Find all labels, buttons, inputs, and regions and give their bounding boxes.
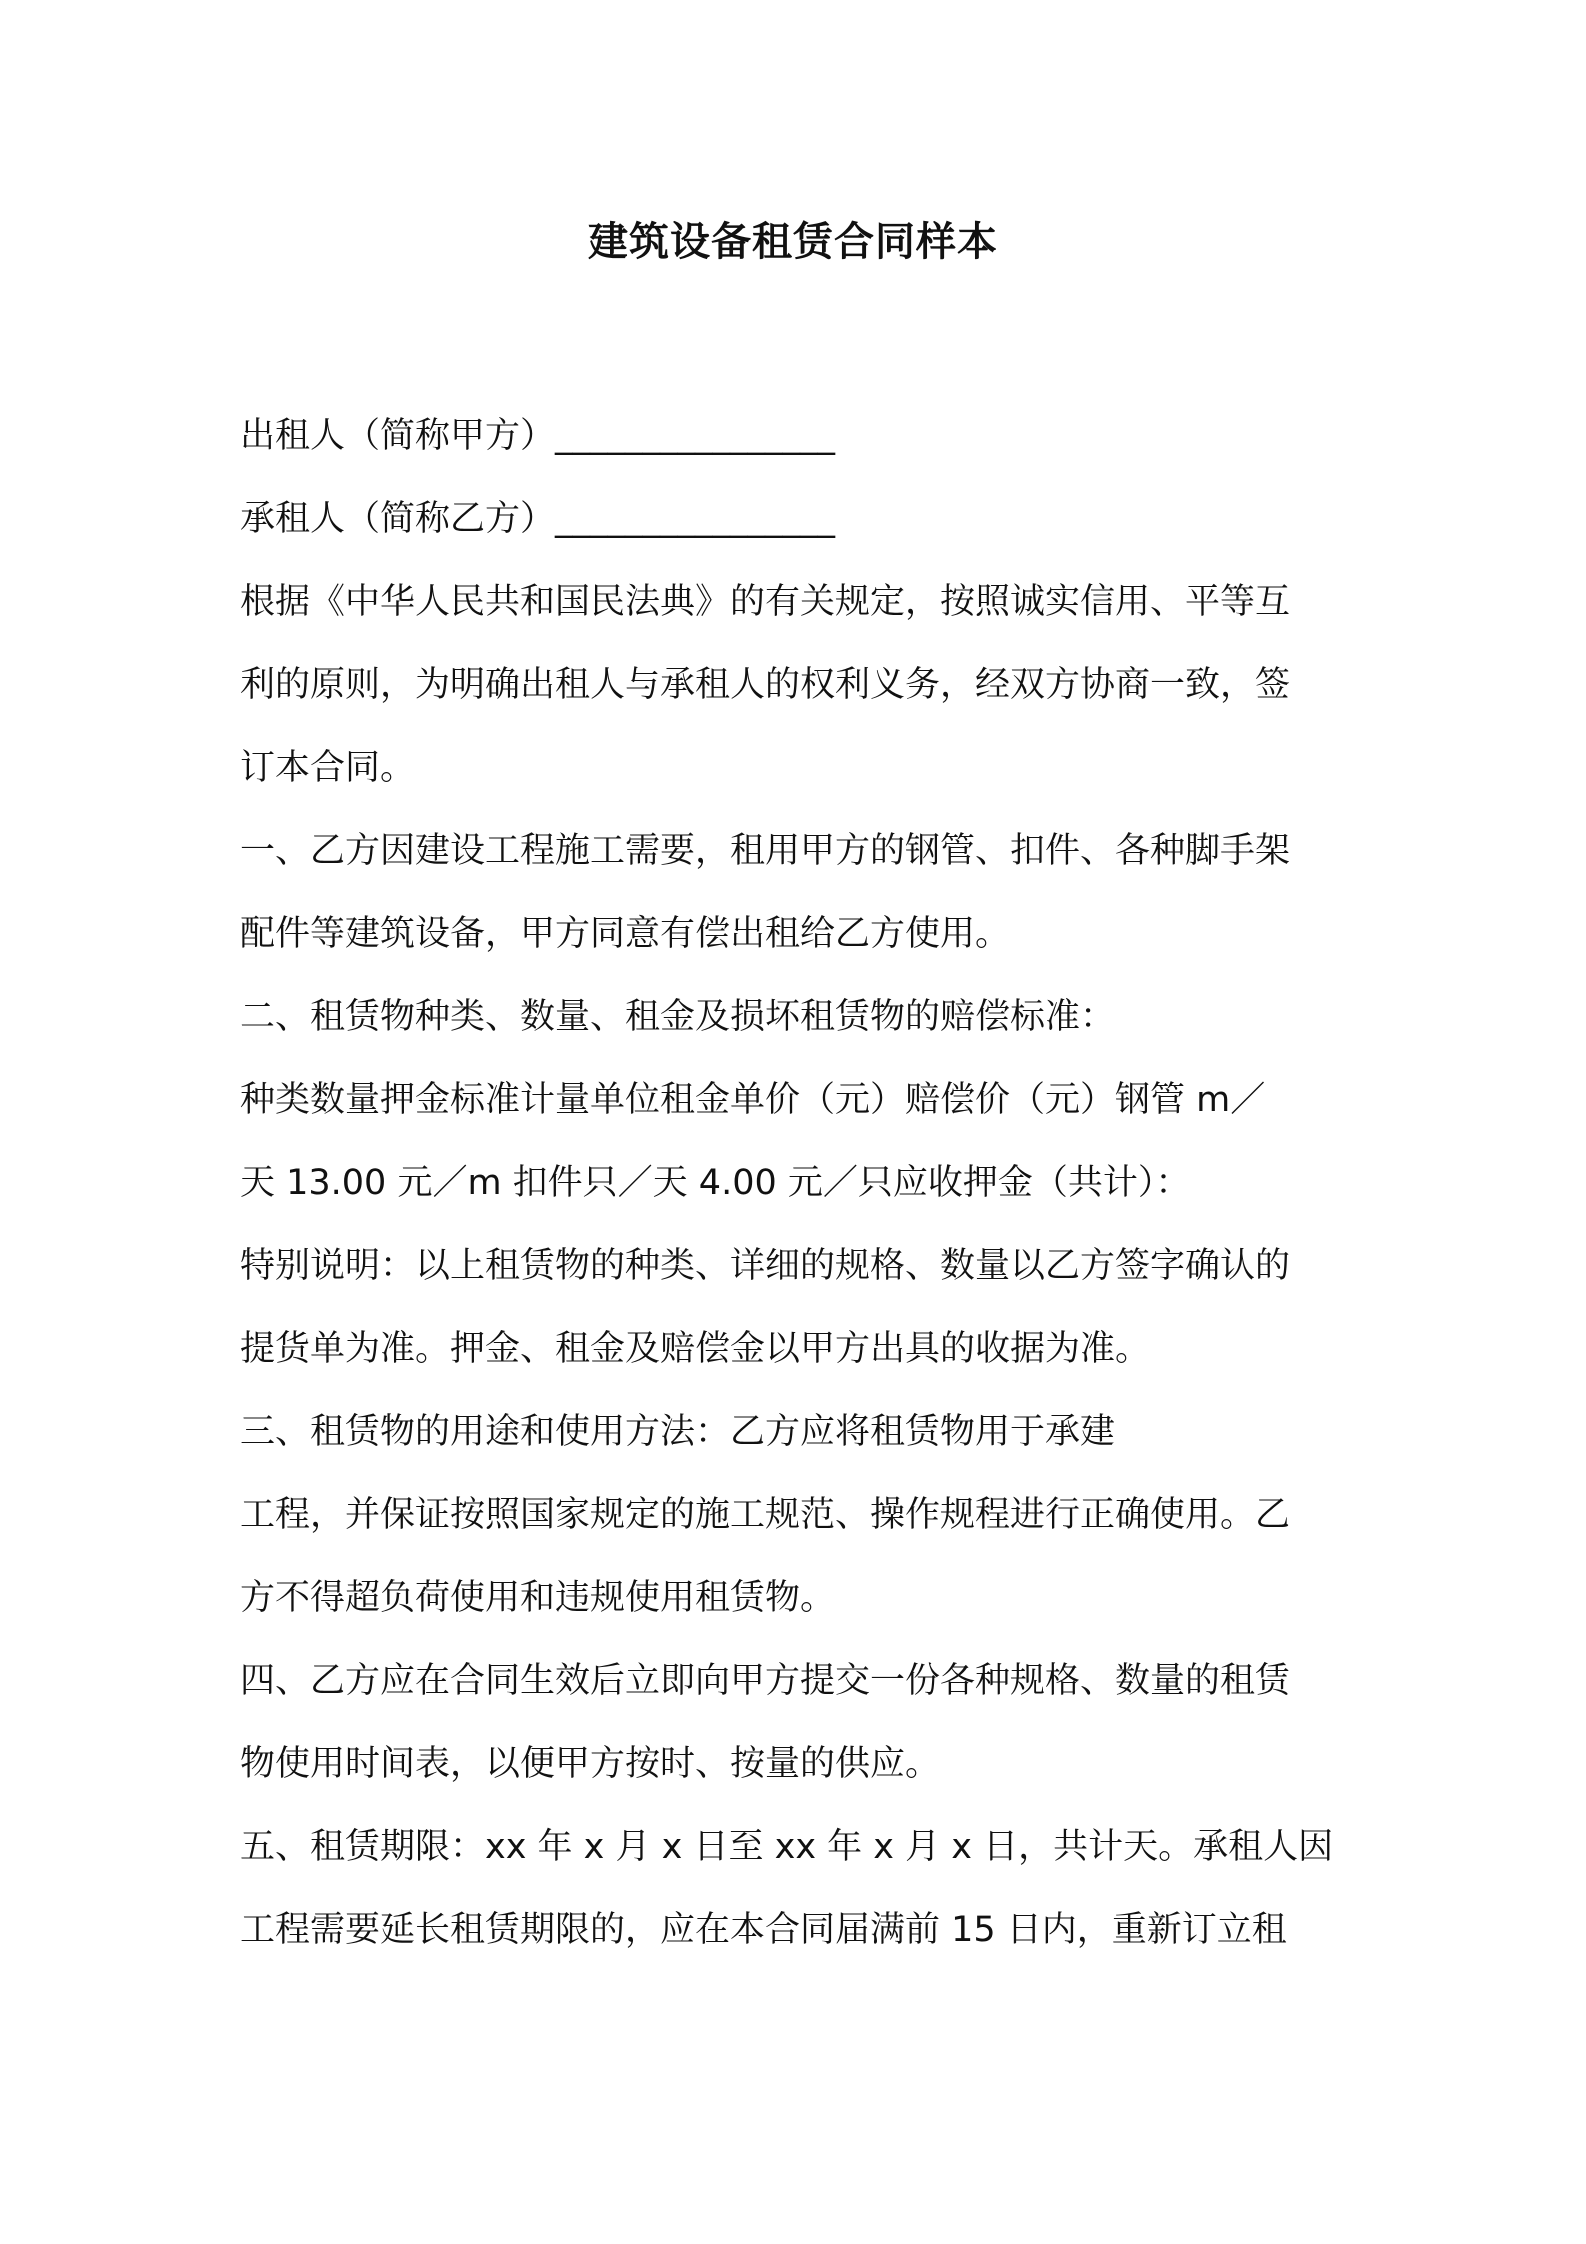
lessee-line: 承租人（简称乙方）________________ [240, 499, 836, 539]
clause-2-line-2: 天 13.00 元／m 扣件只／天 4.00 元／只应收押金（共计）： [240, 1163, 1191, 1203]
preamble-line-2: 利的原则，为明确出租人与承租人的权利义务，经双方协商一致，签 [240, 665, 1291, 705]
clause-1-line-1: 一、乙方因建设工程施工需要，租用甲方的钢管、扣件、各种脚手架 [240, 831, 1291, 871]
clause-3-line-1: 三、租赁物的用途和使用方法：乙方应将租赁物用于承建 [240, 1412, 1116, 1452]
preamble-line-3: 订本合同。 [240, 748, 416, 788]
clause-5-line-2: 工程需要延长租赁期限的，应在本合同届满前 15 日内，重新订立租 [240, 1910, 1287, 1950]
preamble-line-1: 根据《中华人民共和国民法典》的有关规定，按照诚实信用、平等互 [240, 582, 1291, 622]
clause-2-line-1: 种类数量押金标准计量单位租金单价（元）赔偿价（元）钢管 m／ [240, 1080, 1266, 1120]
clause-4-line-1: 四、乙方应在合同生效后立即向甲方提交一份各种规格、数量的租赁 [240, 1661, 1291, 1701]
clause-1-line-2: 配件等建筑设备，甲方同意有偿出租给乙方使用。 [240, 914, 1011, 954]
clause-2-heading: 二、租赁物种类、数量、租金及损坏租赁物的赔偿标准： [240, 997, 1116, 1037]
clause-4-line-2: 物使用时间表，以便甲方按时、按量的供应。 [240, 1744, 941, 1784]
special-note-line-1: 特别说明：以上租赁物的种类、详细的规格、数量以乙方签字确认的 [240, 1246, 1291, 1286]
lessor-line: 出租人（简称甲方）________________ [240, 416, 836, 456]
clause-3-line-2: 工程，并保证按照国家规定的施工规范、操作规程进行正确使用。乙 [240, 1495, 1291, 1535]
special-note-line-2: 提货单为准。押金、租金及赔偿金以甲方出具的收据为准。 [240, 1329, 1151, 1369]
clause-3-line-3: 方不得超负荷使用和违规使用租赁物。 [240, 1578, 836, 1618]
document-title: 建筑设备租赁合同样本 [588, 219, 998, 265]
clause-5-line-1: 五、租赁期限：xx 年 x 月 x 日至 xx 年 x 月 x 日，共计天。承租人因 [240, 1827, 1334, 1867]
